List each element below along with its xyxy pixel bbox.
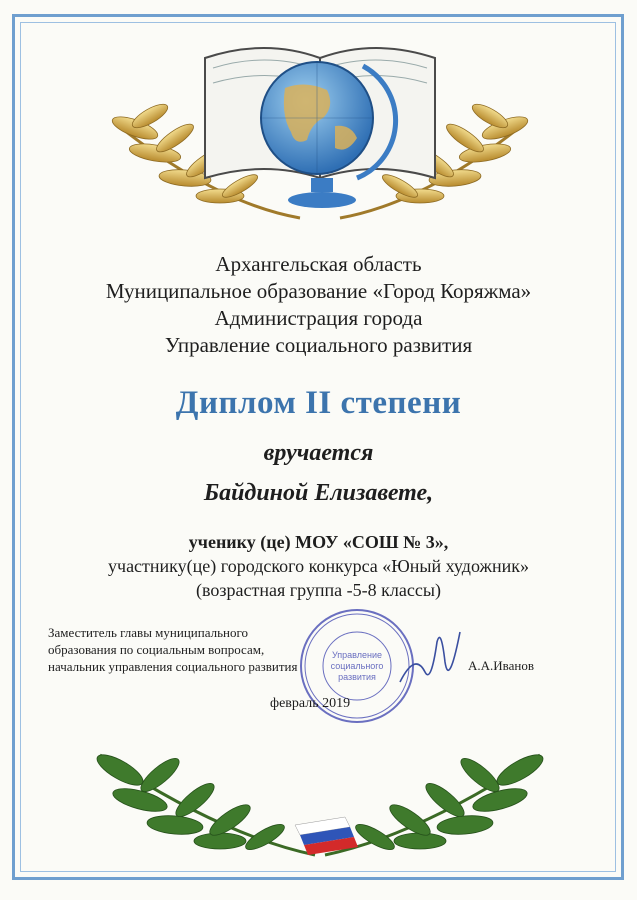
signatory-name: А.А.Иванов xyxy=(468,658,534,673)
diploma-title: Диплом II степени xyxy=(175,385,462,421)
svg-text:социального: социального xyxy=(330,661,384,671)
laurel-branches-ribbon xyxy=(80,745,560,870)
issue-date: февраль 2019 xyxy=(270,696,351,711)
participant-line: участнику(це) городского конкурса «Юный художник» xyxy=(108,556,529,576)
org-municipality: Муниципальное образование «Город Коряжма» xyxy=(105,279,532,303)
signatory-line-1: Заместитель главы муниципального xyxy=(48,625,248,640)
signatory-title xyxy=(48,624,297,675)
svg-text:развития: развития xyxy=(338,672,376,682)
globe-book-laurel-emblem xyxy=(95,28,545,228)
org-region: Архангельская область xyxy=(215,252,422,276)
svg-text:Управление: Управление xyxy=(331,650,383,660)
signatory-line-3: начальник управления социального развития xyxy=(48,659,298,674)
org-department: Управление социального развития xyxy=(164,333,473,357)
recipient-name: Байдиной Елизавете, xyxy=(203,480,434,506)
school-line: ученику (це) МОУ «СОШ № 3», xyxy=(188,532,449,552)
age-group-line: (возрастная группа -5-8 классы) xyxy=(196,580,441,600)
signatory-line-2: образования по социальным вопросам, xyxy=(48,642,265,657)
awarded-text: вручается xyxy=(263,440,374,466)
org-administration: Администрация города xyxy=(214,306,423,330)
handwritten-signature xyxy=(395,622,465,692)
